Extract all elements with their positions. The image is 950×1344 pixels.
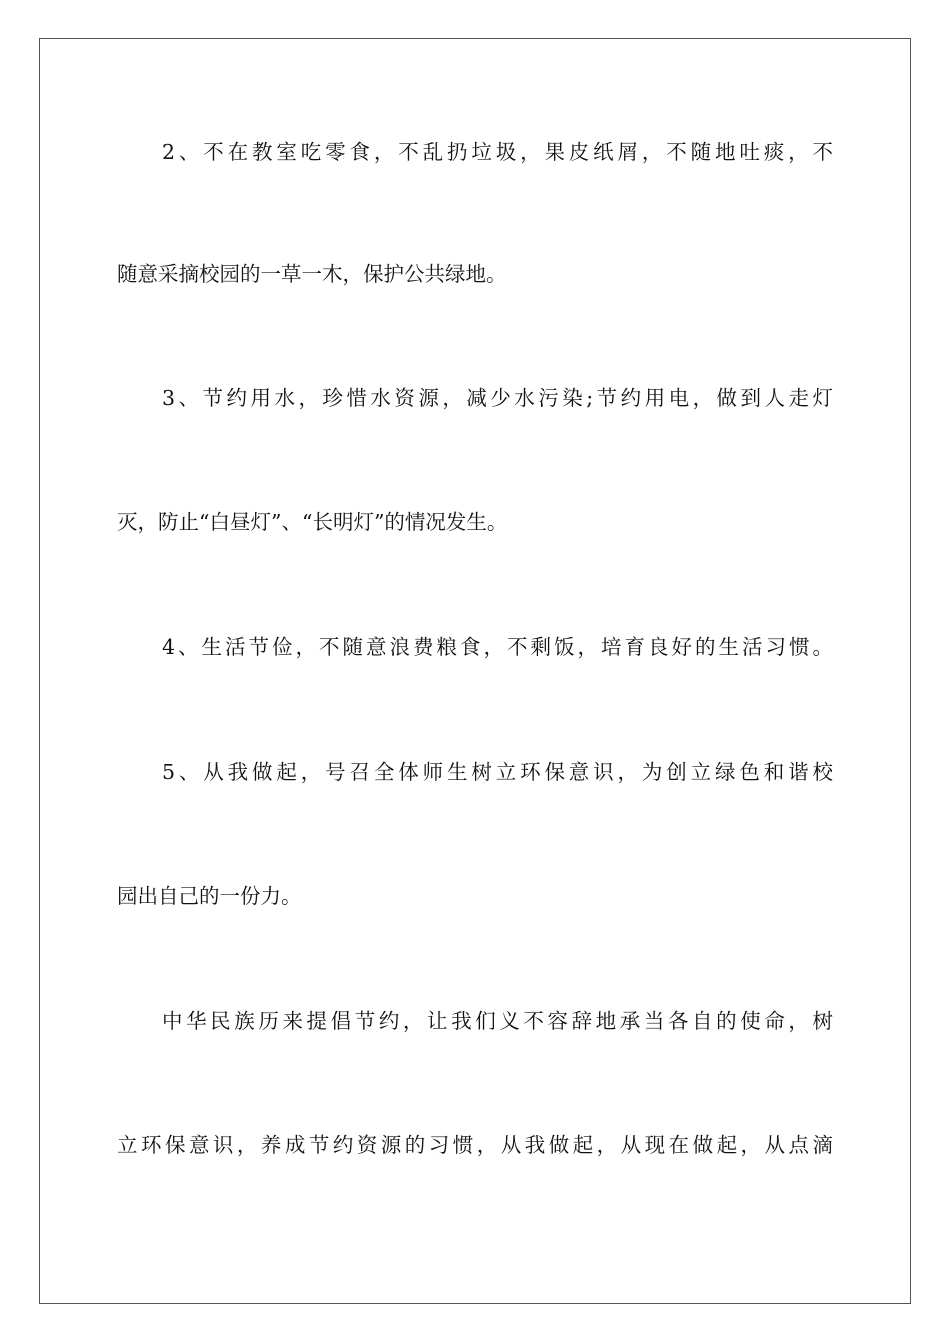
paragraph-2-line-1: 2、不在教室吃零食，不乱扔垃圾，果皮纸屑，不随地吐痰，不 — [162, 140, 833, 164]
paragraph-3-line-2: 灭，防止“白昼灯”、“长明灯”的情况发生。 — [117, 510, 508, 534]
paragraph-6-line-2: 立环保意识，养成节约资源的习惯，从我做起，从现在做起，从点滴 — [117, 1133, 833, 1157]
paragraph-6-line-1: 中华民族历来提倡节约，让我们义不容辞地承当各自的使命，树 — [162, 1009, 833, 1033]
paragraph-4-line-1: 4、生活节俭，不随意浪费粮食，不剩饭，培育良好的生活习惯。 — [162, 635, 833, 659]
paragraph-3-line-1: 3、节约用水，珍惜水资源，减少水污染;节约用电，做到人走灯 — [162, 386, 833, 410]
paragraph-5-line-1: 5、从我做起，号召全体师生树立环保意识，为创立绿色和谐校 — [162, 760, 833, 784]
page-border — [39, 38, 911, 1304]
paragraph-2-line-2: 随意采摘校园的一草一木，保护公共绿地。 — [117, 262, 507, 286]
paragraph-5-line-2: 园出自己的一份力。 — [117, 884, 302, 908]
